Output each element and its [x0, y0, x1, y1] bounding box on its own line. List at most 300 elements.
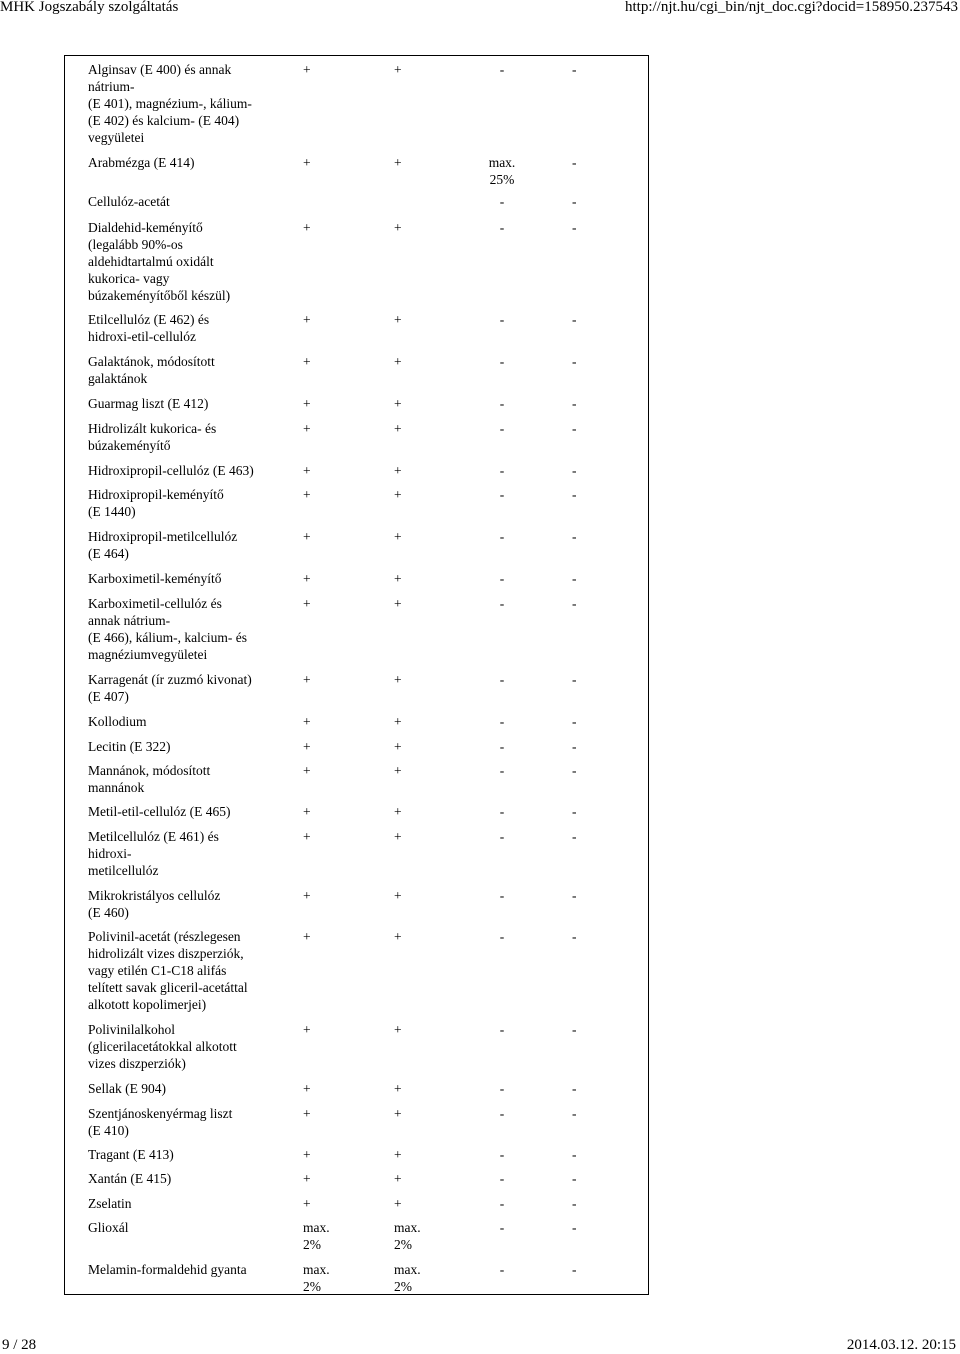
- cell-line: -: [499, 463, 505, 478]
- column-1-cell: [303, 528, 343, 545]
- column-2-cell: [394, 570, 434, 587]
- column-3-cell: [477, 353, 527, 370]
- column-4-cell: [572, 486, 592, 503]
- column-1-cell: [303, 803, 343, 820]
- column-2-cell: [394, 420, 434, 437]
- substance-name-cell: [88, 828, 278, 879]
- cell-line: -: [499, 1081, 505, 1096]
- cell-line: -: [572, 739, 577, 754]
- cell-line: +: [303, 888, 311, 903]
- cell-line: +: [303, 571, 311, 586]
- cell-line: -: [499, 829, 505, 844]
- cell-line: -: [572, 354, 577, 369]
- cell-line: +: [303, 487, 311, 502]
- cell-line: búzakeményítőből készül): [88, 288, 231, 303]
- cell-line: -: [572, 463, 577, 478]
- cell-line: max.: [394, 1220, 421, 1235]
- column-4-cell: [572, 803, 592, 820]
- cell-line: (E 466), kálium-, kalcium- és: [88, 630, 247, 645]
- header-url: http://njt.hu/cgi_bin/njt_doc.cgi?docid=158950.237543: [624, 0, 958, 15]
- column-3-cell: [477, 1261, 527, 1278]
- cell-line: +: [394, 1147, 402, 1162]
- cell-line: -: [572, 672, 577, 687]
- cell-line: -: [499, 487, 505, 502]
- cell-line: +: [303, 155, 311, 170]
- cell-line: -: [499, 1171, 505, 1186]
- cell-line: -: [499, 312, 505, 327]
- cell-line: Dialdehid-keményítő: [88, 220, 203, 235]
- column-2-cell: [394, 528, 434, 545]
- column-1-cell: [303, 1146, 343, 1163]
- column-1-cell: [303, 353, 343, 370]
- cell-line: hidroxi-etil-cellulóz: [88, 329, 196, 344]
- cell-line: -: [572, 763, 577, 778]
- substance-name-cell: [88, 1195, 278, 1212]
- column-4-cell: [572, 420, 592, 437]
- cell-line: +: [303, 739, 311, 754]
- column-3-cell: [477, 1080, 527, 1097]
- column-3-cell: [477, 311, 527, 328]
- cell-line: +: [394, 487, 402, 502]
- cell-line: +: [303, 1147, 311, 1162]
- cell-line: +: [303, 929, 311, 944]
- cell-line: vizes diszperziók): [88, 1056, 186, 1071]
- substance-name-cell: [88, 738, 278, 755]
- cell-line: +: [394, 596, 402, 611]
- column-4-cell: [572, 738, 592, 755]
- cell-line: +: [394, 888, 402, 903]
- cell-line: (E 401), magnézium-, kálium-: [88, 96, 252, 111]
- cell-line: -: [572, 529, 577, 544]
- cell-line: +: [303, 1171, 311, 1186]
- cell-line: metilcellulóz: [88, 863, 159, 878]
- column-4-cell: [572, 887, 592, 904]
- column-1-cell: [303, 828, 343, 845]
- cell-line: Metil-etil-cellulóz (E 465): [88, 804, 231, 819]
- cell-line: (legalább 90%-os: [88, 237, 183, 252]
- column-3-cell: [477, 462, 527, 479]
- cell-line: -: [499, 1147, 505, 1162]
- cell-line: +: [303, 354, 311, 369]
- column-4-cell: [572, 1261, 592, 1278]
- cell-line: max.: [488, 155, 516, 170]
- cell-line: 2%: [394, 1237, 412, 1252]
- cell-line: +: [394, 1022, 402, 1037]
- column-4-cell: [572, 353, 592, 370]
- column-2-cell: [394, 486, 434, 503]
- column-2-cell: [394, 154, 434, 171]
- cell-line: -: [499, 194, 505, 209]
- column-3-cell: [477, 803, 527, 820]
- cell-line: +: [394, 1171, 402, 1186]
- cell-line: Melamin-formaldehid gyanta: [88, 1262, 247, 1277]
- cell-line: +: [394, 312, 402, 327]
- cell-line: +: [394, 1196, 402, 1211]
- column-4-cell: [572, 828, 592, 845]
- cell-line: -: [499, 62, 505, 77]
- cell-line: +: [394, 714, 402, 729]
- column-4-cell: [572, 1219, 592, 1236]
- column-1-cell: [303, 420, 343, 437]
- substance-name-cell: [88, 395, 278, 412]
- cell-line: -: [572, 888, 577, 903]
- cell-line: -: [572, 1262, 577, 1277]
- column-1-cell: [303, 570, 343, 587]
- column-3-cell: [477, 1195, 527, 1212]
- column-4-cell: [572, 570, 592, 587]
- column-3-cell: [477, 570, 527, 587]
- column-4-cell: [572, 462, 592, 479]
- column-4-cell: [572, 928, 592, 945]
- column-2-cell: [394, 803, 434, 820]
- substance-name-cell: [88, 1105, 278, 1139]
- column-1-cell: [303, 1170, 343, 1187]
- cell-line: +: [394, 155, 402, 170]
- page-number: 9 / 28: [2, 1337, 37, 1353]
- column-1-cell: [303, 928, 343, 945]
- substance-name-cell: [88, 1170, 278, 1187]
- cell-line: hidroxi-: [88, 846, 132, 861]
- column-2-cell: [394, 1261, 434, 1295]
- substance-name-cell: [88, 1146, 278, 1163]
- cell-line: +: [394, 220, 402, 235]
- cell-line: -: [499, 529, 505, 544]
- column-1-cell: [303, 486, 343, 503]
- column-2-cell: [394, 828, 434, 845]
- column-2-cell: [394, 1195, 434, 1212]
- cell-line: +: [394, 1106, 402, 1121]
- cell-line: -: [499, 739, 505, 754]
- cell-line: +: [394, 571, 402, 586]
- cell-line: +: [394, 804, 402, 819]
- column-1-cell: [303, 1080, 343, 1097]
- cell-line: Metilcellulóz (E 461) és: [88, 829, 219, 844]
- cell-line: Hidrolizált kukorica- és: [88, 421, 217, 436]
- cell-line: alkotott kopolimerjei): [88, 997, 207, 1012]
- column-2-cell: [394, 462, 434, 479]
- column-4-cell: [572, 1080, 592, 1097]
- cell-line: -: [572, 1196, 577, 1211]
- column-1-cell: [303, 762, 343, 779]
- cell-line: Karragenát (ír zuzmó kivonat): [88, 672, 252, 687]
- cell-line: +: [303, 396, 311, 411]
- cell-line: -: [572, 804, 577, 819]
- cell-line: -: [572, 571, 577, 586]
- column-3-cell: [477, 738, 527, 755]
- column-1-cell: [303, 154, 343, 171]
- cell-line: +: [303, 62, 311, 77]
- cell-line: Polivinilalkohol: [88, 1022, 176, 1037]
- column-2-cell: [394, 928, 434, 945]
- cell-line: búzakeményítő: [88, 438, 171, 453]
- cell-line: -: [499, 596, 505, 611]
- substance-name-cell: [88, 803, 278, 820]
- cell-line: +: [303, 714, 311, 729]
- cell-line: Polivinil-acetát (részlegesen: [88, 929, 241, 944]
- column-1-cell: [303, 61, 343, 78]
- column-4-cell: [572, 311, 592, 328]
- column-2-cell: [394, 1170, 434, 1187]
- cell-line: +: [303, 763, 311, 778]
- cell-line: +: [303, 463, 311, 478]
- column-3-cell: [477, 193, 527, 210]
- column-1-cell: [303, 738, 343, 755]
- column-4-cell: [572, 154, 592, 171]
- column-3-cell: [477, 1146, 527, 1163]
- column-2-cell: [394, 311, 434, 328]
- cell-line: -: [499, 571, 505, 586]
- column-3-cell: [477, 887, 527, 904]
- cell-line: -: [572, 487, 577, 502]
- cell-line: Cellulóz-acetát: [88, 194, 170, 209]
- column-1-cell: [303, 311, 343, 328]
- cell-line: -: [572, 596, 577, 611]
- cell-line: (E 410): [88, 1123, 129, 1138]
- cell-line: (E 464): [88, 546, 129, 561]
- column-4-cell: [572, 193, 592, 210]
- cell-line: +: [303, 1106, 311, 1121]
- cell-line: Xantán (E 415): [88, 1171, 172, 1186]
- cell-line: -: [572, 155, 577, 170]
- cell-line: +: [303, 1022, 311, 1037]
- column-2-cell: [394, 61, 434, 78]
- cell-line: (E 460): [88, 905, 129, 920]
- cell-line: +: [394, 396, 402, 411]
- column-3-cell: [477, 154, 527, 188]
- cell-line: Lecitin (E 322): [88, 739, 171, 754]
- column-3-cell: [477, 595, 527, 612]
- cell-line: Tragant (E 413): [88, 1147, 174, 1162]
- cell-line: -: [499, 888, 505, 903]
- cell-line: -: [499, 1022, 505, 1037]
- column-3-cell: [477, 395, 527, 412]
- column-4-cell: [572, 1021, 592, 1038]
- cell-line: -: [572, 714, 577, 729]
- column-3-cell: [477, 420, 527, 437]
- print-timestamp: 2014.03.12. 20:15: [846, 1337, 956, 1353]
- substance-name-cell: [88, 713, 278, 730]
- cell-line: Mannánok, módosított: [88, 763, 211, 778]
- substance-name-cell: [88, 570, 278, 587]
- cell-line: +: [394, 929, 402, 944]
- column-2-cell: [394, 395, 434, 412]
- cell-line: +: [303, 1081, 311, 1096]
- cell-line: -: [572, 1022, 577, 1037]
- cell-line: -: [572, 1220, 577, 1235]
- substance-name-cell: [88, 154, 278, 171]
- cell-line: Kollodium: [88, 714, 147, 729]
- substance-name-cell: [88, 1021, 278, 1072]
- cell-line: Glioxál: [88, 1220, 129, 1235]
- cell-line: (glicerilacetátokkal alkotott: [88, 1039, 237, 1054]
- column-3-cell: [477, 486, 527, 503]
- cell-line: +: [394, 463, 402, 478]
- substance-name-cell: [88, 671, 278, 705]
- substance-name-cell: [88, 1219, 278, 1236]
- cell-line: -: [572, 312, 577, 327]
- cell-line: Szentjánoskenyérmag liszt: [88, 1106, 233, 1121]
- cell-line: annak nátrium-: [88, 613, 171, 628]
- cell-line: -: [499, 1220, 505, 1235]
- column-1-cell: [303, 1261, 343, 1295]
- substance-name-cell: [88, 193, 278, 210]
- column-3-cell: [477, 1021, 527, 1038]
- column-3-cell: [477, 828, 527, 845]
- cell-line: magnéziumvegyületei: [88, 647, 208, 662]
- column-1-cell: [303, 887, 343, 904]
- column-3-cell: [477, 671, 527, 688]
- column-1-cell: [303, 219, 343, 236]
- column-4-cell: [572, 713, 592, 730]
- cell-line: Zselatin: [88, 1196, 132, 1211]
- cell-line: (E 407): [88, 689, 129, 704]
- cell-line: Hidroxipropil-metilcellulóz: [88, 529, 238, 544]
- column-2-cell: [394, 713, 434, 730]
- column-2-cell: [394, 1080, 434, 1097]
- cell-line: +: [394, 739, 402, 754]
- cell-line: +: [394, 829, 402, 844]
- substance-table: [64, 55, 649, 1295]
- cell-line: +: [394, 1081, 402, 1096]
- cell-line: +: [303, 672, 311, 687]
- cell-line: hidrolizált vizes diszperziók,: [88, 946, 244, 961]
- cell-line: Karboximetil-keményítő: [88, 571, 222, 586]
- column-2-cell: [394, 671, 434, 688]
- cell-line: +: [394, 672, 402, 687]
- cell-line: (E 1440): [88, 504, 136, 519]
- cell-line: max.: [394, 1262, 421, 1277]
- column-4-cell: [572, 1146, 592, 1163]
- substance-name-cell: [88, 1080, 278, 1097]
- cell-line: -: [572, 194, 577, 209]
- cell-line: Sellak (E 904): [88, 1081, 166, 1096]
- column-2-cell: [394, 1105, 434, 1122]
- column-4-cell: [572, 1170, 592, 1187]
- column-2-cell: [394, 1219, 434, 1253]
- cell-line: +: [303, 421, 311, 436]
- cell-line: Hidroxipropil-cellulóz (E 463): [88, 463, 254, 478]
- column-2-cell: [394, 738, 434, 755]
- cell-line: +: [303, 596, 311, 611]
- cell-line: vegyületei: [88, 130, 145, 145]
- column-1-cell: [303, 713, 343, 730]
- cell-line: Etilcellulóz (E 462) és: [88, 312, 210, 327]
- cell-line: -: [499, 1106, 505, 1121]
- column-3-cell: [477, 61, 527, 78]
- cell-line: vagy etilén C1-C18 alifás: [88, 963, 227, 978]
- cell-line: -: [572, 829, 577, 844]
- substance-name-cell: [88, 528, 278, 562]
- substance-name-cell: [88, 887, 278, 921]
- column-4-cell: [572, 762, 592, 779]
- cell-line: Guarmag liszt (E 412): [88, 396, 209, 411]
- cell-line: -: [572, 1106, 577, 1121]
- cell-line: 25%: [489, 172, 515, 187]
- cell-line: Mikrokristályos cellulóz: [88, 888, 221, 903]
- cell-line: -: [572, 929, 577, 944]
- column-1-cell: [303, 1021, 343, 1038]
- substance-name-cell: [88, 595, 278, 663]
- cell-line: +: [394, 763, 402, 778]
- column-2-cell: [394, 595, 434, 612]
- cell-line: +: [394, 421, 402, 436]
- cell-line: Karboximetil-cellulóz és: [88, 596, 222, 611]
- column-3-cell: [477, 1105, 527, 1122]
- column-2-cell: [394, 353, 434, 370]
- substance-name-cell: [88, 219, 278, 304]
- cell-line: +: [303, 1196, 311, 1211]
- substance-name-cell: [88, 420, 278, 454]
- cell-line: telített savak gliceril-acetáttal: [88, 980, 248, 995]
- cell-line: -: [499, 354, 505, 369]
- column-3-cell: [477, 762, 527, 779]
- column-1-cell: [303, 1195, 343, 1212]
- substance-name-cell: [88, 462, 278, 479]
- column-3-cell: [477, 928, 527, 945]
- cell-line: +: [303, 804, 311, 819]
- substance-name-cell: [88, 762, 278, 796]
- cell-line: Hidroxipropil-keményítő: [88, 487, 224, 502]
- column-3-cell: [477, 528, 527, 545]
- table-body: [65, 56, 648, 1294]
- cell-line: -: [499, 1262, 505, 1277]
- cell-line: mannánok: [88, 780, 145, 795]
- substance-name-cell: [88, 1261, 278, 1278]
- column-1-cell: [303, 395, 343, 412]
- column-1-cell: [303, 462, 343, 479]
- cell-line: max.: [303, 1262, 330, 1277]
- cell-line: +: [394, 354, 402, 369]
- column-2-cell: [394, 219, 434, 236]
- column-4-cell: [572, 595, 592, 612]
- cell-line: +: [303, 529, 311, 544]
- column-4-cell: [572, 1195, 592, 1212]
- cell-line: 2%: [303, 1237, 321, 1252]
- cell-line: -: [572, 1081, 577, 1096]
- column-4-cell: [572, 1105, 592, 1122]
- column-1-cell: [303, 1105, 343, 1122]
- column-2-cell: [394, 1021, 434, 1038]
- cell-line: -: [499, 804, 505, 819]
- cell-line: +: [394, 62, 402, 77]
- cell-line: Arabmézga (E 414): [88, 155, 195, 170]
- substance-name-cell: [88, 353, 278, 387]
- column-3-cell: [477, 219, 527, 236]
- cell-line: -: [499, 672, 505, 687]
- cell-line: kukorica- vagy: [88, 271, 170, 286]
- column-4-cell: [572, 528, 592, 545]
- column-3-cell: [477, 713, 527, 730]
- cell-line: galaktánok: [88, 371, 148, 386]
- cell-line: -: [499, 1196, 505, 1211]
- column-4-cell: [572, 61, 592, 78]
- column-4-cell: [572, 219, 592, 236]
- cell-line: +: [303, 220, 311, 235]
- cell-line: -: [499, 396, 505, 411]
- header-site-title: MHK Jogszabály szolgáltatás: [0, 0, 179, 15]
- cell-line: Galaktánok, módosított: [88, 354, 215, 369]
- column-4-cell: [572, 671, 592, 688]
- cell-line: -: [572, 1147, 577, 1162]
- cell-line: -: [572, 396, 577, 411]
- column-3-cell: [477, 1219, 527, 1236]
- column-2-cell: [394, 887, 434, 904]
- cell-line: Alginsav (E 400) és annak: [88, 62, 232, 77]
- cell-line: -: [499, 220, 505, 235]
- column-2-cell: [394, 1146, 434, 1163]
- cell-line: +: [303, 829, 311, 844]
- column-3-cell: [477, 1170, 527, 1187]
